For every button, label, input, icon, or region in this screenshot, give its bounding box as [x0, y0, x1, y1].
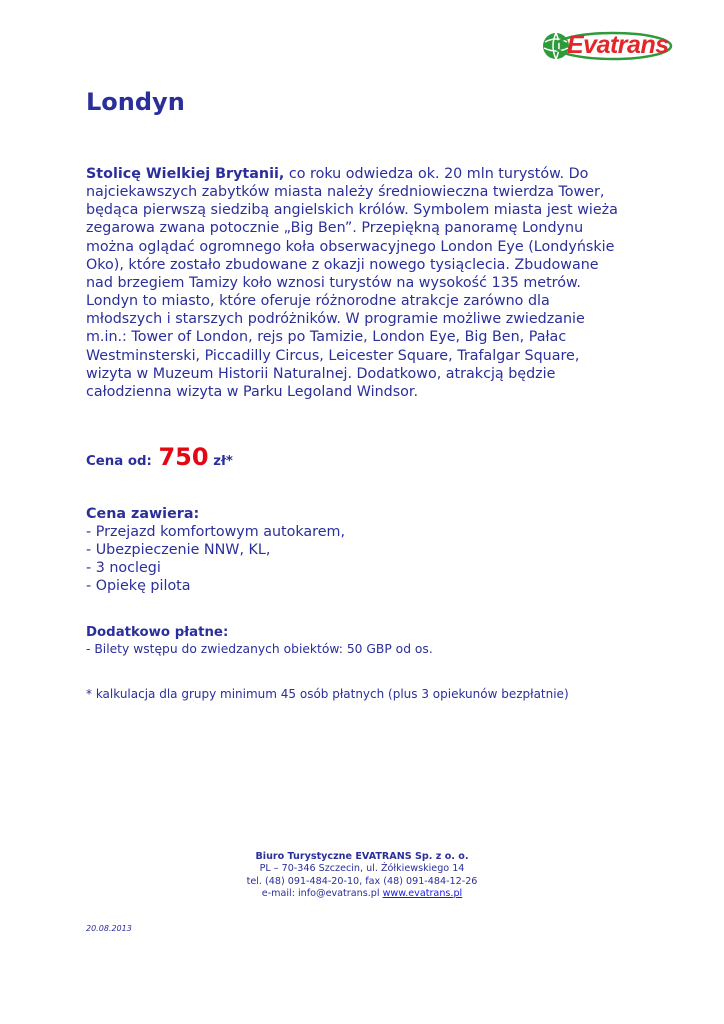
extra-heading: Dodatkowo płatne:	[86, 625, 229, 640]
document-date: 20.08.2013	[86, 924, 132, 933]
intro-line: Oko), które zostało zbudowane z okazji nowego tysiąclecia. Zbudowane	[86, 256, 599, 273]
intro-lead: Stolicę Wielkiej Brytanii,	[86, 166, 285, 182]
price-currency: zł*	[213, 454, 233, 469]
footer-phone: tel. (48) 091-484-20-10, fax (48) 091-484-12-26	[246, 875, 478, 887]
extra-list	[86, 641, 646, 657]
intro-line: Londyn to miasto, które oferuje różnorodne atrakcje zarówno dla	[86, 293, 550, 310]
price-label: Cena od:	[86, 454, 152, 469]
intro-line: nad brzegiem Tamizy koło wznosi turystów na wysokość 135 metrów.	[86, 274, 581, 291]
list-item: - Ubezpieczenie NNW, KL,	[86, 542, 271, 558]
intro-line: całodzienna wizyta w Parku Legoland Windsor.	[86, 383, 419, 400]
website-link[interactable]: www.evatrans.pl	[382, 887, 463, 899]
intro-line: wizyta w Muzeum Historii Naturalnej. Dodatkowo, atrakcją będzie	[86, 365, 556, 382]
intro-line: co roku odwiedza ok. 20 mln turystów. Do	[284, 166, 589, 182]
logo-wordmark: Evatrans	[567, 31, 669, 59]
calculation-note: * kalkulacja dla grupy minimum 45 osób płatnych (plus 3 opiekunów bezpłatnie)	[86, 687, 569, 701]
page-title: Londyn	[86, 88, 185, 116]
footer-contact	[200, 888, 524, 900]
footer-address: PL – 70-346 Szczecin, ul. Żółkiewskiego 14	[259, 863, 465, 875]
footer-company: Biuro Turystyczne EVATRANS Sp. z o. o.	[255, 851, 469, 862]
list-item: - Opiekę pilota	[86, 578, 191, 594]
footer-email: e-mail: info@evatrans.pl	[261, 887, 383, 899]
list-item: - Przejazd komfortowym autokarem,	[86, 524, 345, 540]
includes-list	[86, 523, 646, 595]
price-includes-section	[86, 505, 646, 595]
intro-line: można oglądać ogromnego koła obserwacyjnego London Eye (Londyńskie	[86, 238, 615, 255]
footer	[200, 851, 524, 900]
intro-paragraph	[86, 165, 646, 401]
extra-costs-section	[86, 624, 646, 657]
list-item: - 3 noclegi	[86, 560, 161, 576]
price-amount: 750	[158, 443, 209, 471]
intro-line: młodszych i starszych podróżników. W programie możliwe zwiedzanie	[86, 311, 585, 328]
intro-line: najciekawszych zabytków miasta należy średniowieczna twierdza Tower,	[86, 184, 605, 201]
list-item: - Bilety wstępu do zwiedzanych obiektów: 50 GBP od os.	[86, 642, 433, 656]
price-block	[86, 443, 233, 471]
intro-line: będąca pierwszą siedzibą angielskich królów. Symbolem miasta jest wieża	[86, 202, 618, 219]
intro-line: zegarowa zwana potocznie „Big Ben”. Przepiękną panoramę Londynu	[86, 220, 584, 237]
intro-line: m.in.: Tower of London, rejs po Tamizie, London Eye, Big Ben, Pałac	[86, 329, 567, 346]
intro-line: Westminsterski, Piccadilly Circus, Leicester Square, Trafalgar Square,	[86, 347, 580, 364]
evatrans-logo	[541, 29, 673, 63]
includes-heading: Cena zawiera:	[86, 506, 200, 522]
